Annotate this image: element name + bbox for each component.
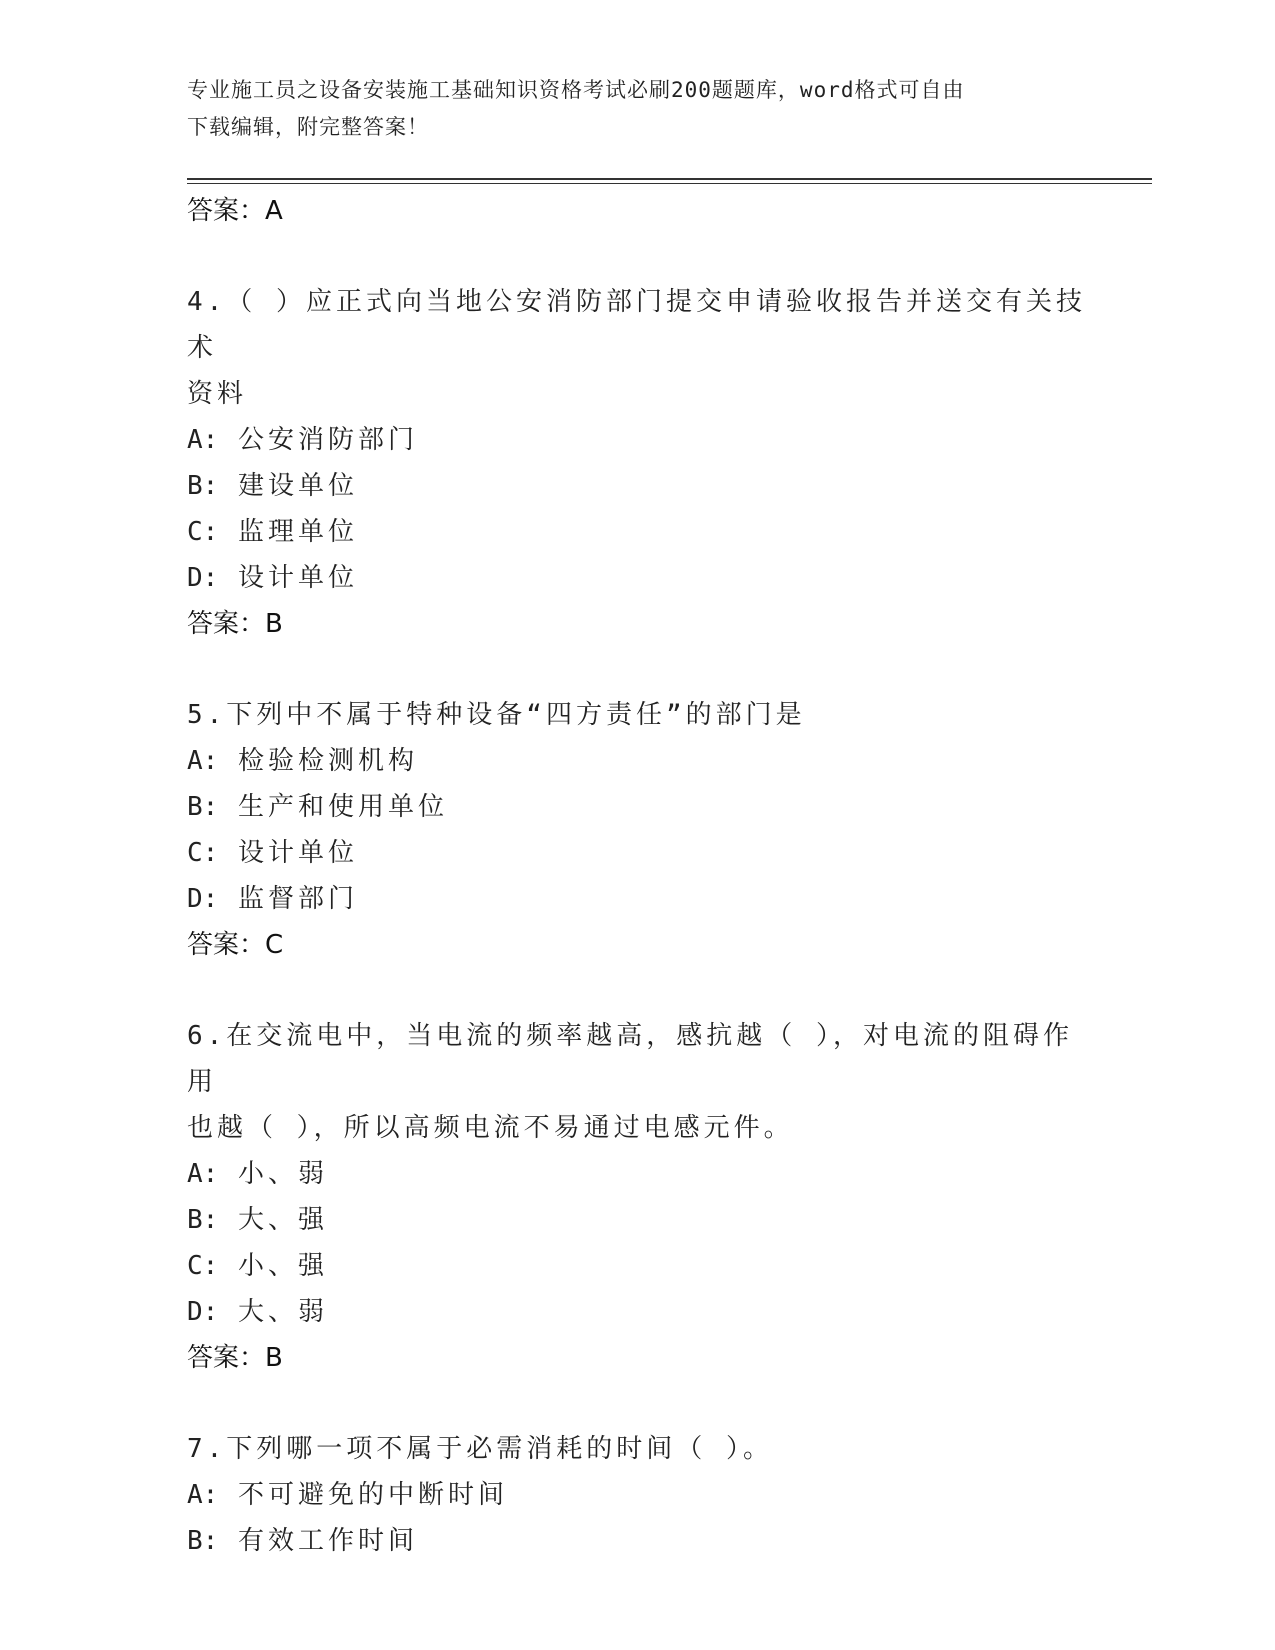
question-text-line-2: 也越（ ），所以高频电流不易通过电感元件。 [187, 1113, 794, 1143]
option-text: 小、强 [237, 1251, 328, 1281]
option-letter: B: [187, 1205, 219, 1235]
option-text: 有效工作时间 [237, 1526, 418, 1556]
option-text: 小、弱 [237, 1159, 328, 1189]
option-letter: C: [187, 517, 219, 547]
document-header [187, 72, 1087, 146]
option-d [187, 876, 1087, 922]
question-text-line-1: 7.下列哪一项不属于必需消耗的时间（ ）。 [187, 1434, 773, 1464]
question-text-line-1: 4.（ ）应正式向当地公安消防部门提交申请验收报告并送交有关技术 [187, 287, 1086, 363]
header-line-2: 下载编辑，附完整答案！ [187, 115, 429, 139]
header-line-1: 专业施工员之设备安装施工基础知识资格考试必刷200题题库，word格式可自由 [187, 78, 965, 102]
option-text: 公安消防部门 [237, 425, 418, 455]
option-b [187, 1518, 1087, 1564]
option-d [187, 555, 1087, 601]
option-a [187, 1151, 1087, 1197]
option-letter: B: [187, 471, 219, 501]
question-7 [187, 1426, 1087, 1564]
question-text-line-2: 资料 [187, 379, 248, 409]
question-4 [187, 279, 1087, 647]
question-6 [187, 1013, 1087, 1381]
option-a [187, 417, 1087, 463]
question-list [187, 188, 1087, 1564]
answer-line: 答案：C [187, 930, 284, 960]
option-text: 设计单位 [237, 563, 358, 593]
option-text: 生产和使用单位 [237, 792, 448, 822]
question-text-line-1: 5.下列中不属于特种设备“四方责任”的部门是 [187, 700, 806, 730]
option-letter: C: [187, 1251, 219, 1281]
header-divider-thin [187, 183, 1152, 184]
option-letter: A: [187, 1159, 219, 1189]
header-divider-thick [187, 178, 1152, 180]
option-letter: A: [187, 746, 219, 776]
option-a [187, 738, 1087, 784]
option-text: 监督部门 [237, 884, 358, 914]
option-text: 建设单位 [237, 471, 358, 501]
option-letter: D: [187, 563, 219, 593]
option-letter: A: [187, 1480, 219, 1510]
option-b [187, 784, 1087, 830]
option-letter: B: [187, 792, 219, 822]
option-c [187, 509, 1087, 555]
answer-line: 答案：A [187, 196, 283, 226]
option-text: 设计单位 [237, 838, 358, 868]
option-letter: B: [187, 1526, 219, 1556]
option-text: 大、弱 [237, 1297, 328, 1327]
option-letter: C: [187, 838, 219, 868]
option-text: 不可避免的中断时间 [237, 1480, 508, 1510]
option-text: 检验检测机构 [237, 746, 418, 776]
option-text: 大、强 [237, 1205, 328, 1235]
option-c [187, 830, 1087, 876]
option-letter: A: [187, 425, 219, 455]
question-5 [187, 692, 1087, 968]
answer-line: 答案：B [187, 1343, 283, 1373]
option-letter: D: [187, 1297, 219, 1327]
answer-line: 答案：B [187, 609, 283, 639]
question-text-line-1: 6.在交流电中，当电流的频率越高，感抗越（ ），对电流的阻碍作用 [187, 1021, 1073, 1097]
option-a [187, 1472, 1087, 1518]
option-d [187, 1289, 1087, 1335]
option-text: 监理单位 [237, 517, 358, 547]
option-b [187, 1197, 1087, 1243]
option-letter: D: [187, 884, 219, 914]
option-c [187, 1243, 1087, 1289]
option-b [187, 463, 1087, 509]
